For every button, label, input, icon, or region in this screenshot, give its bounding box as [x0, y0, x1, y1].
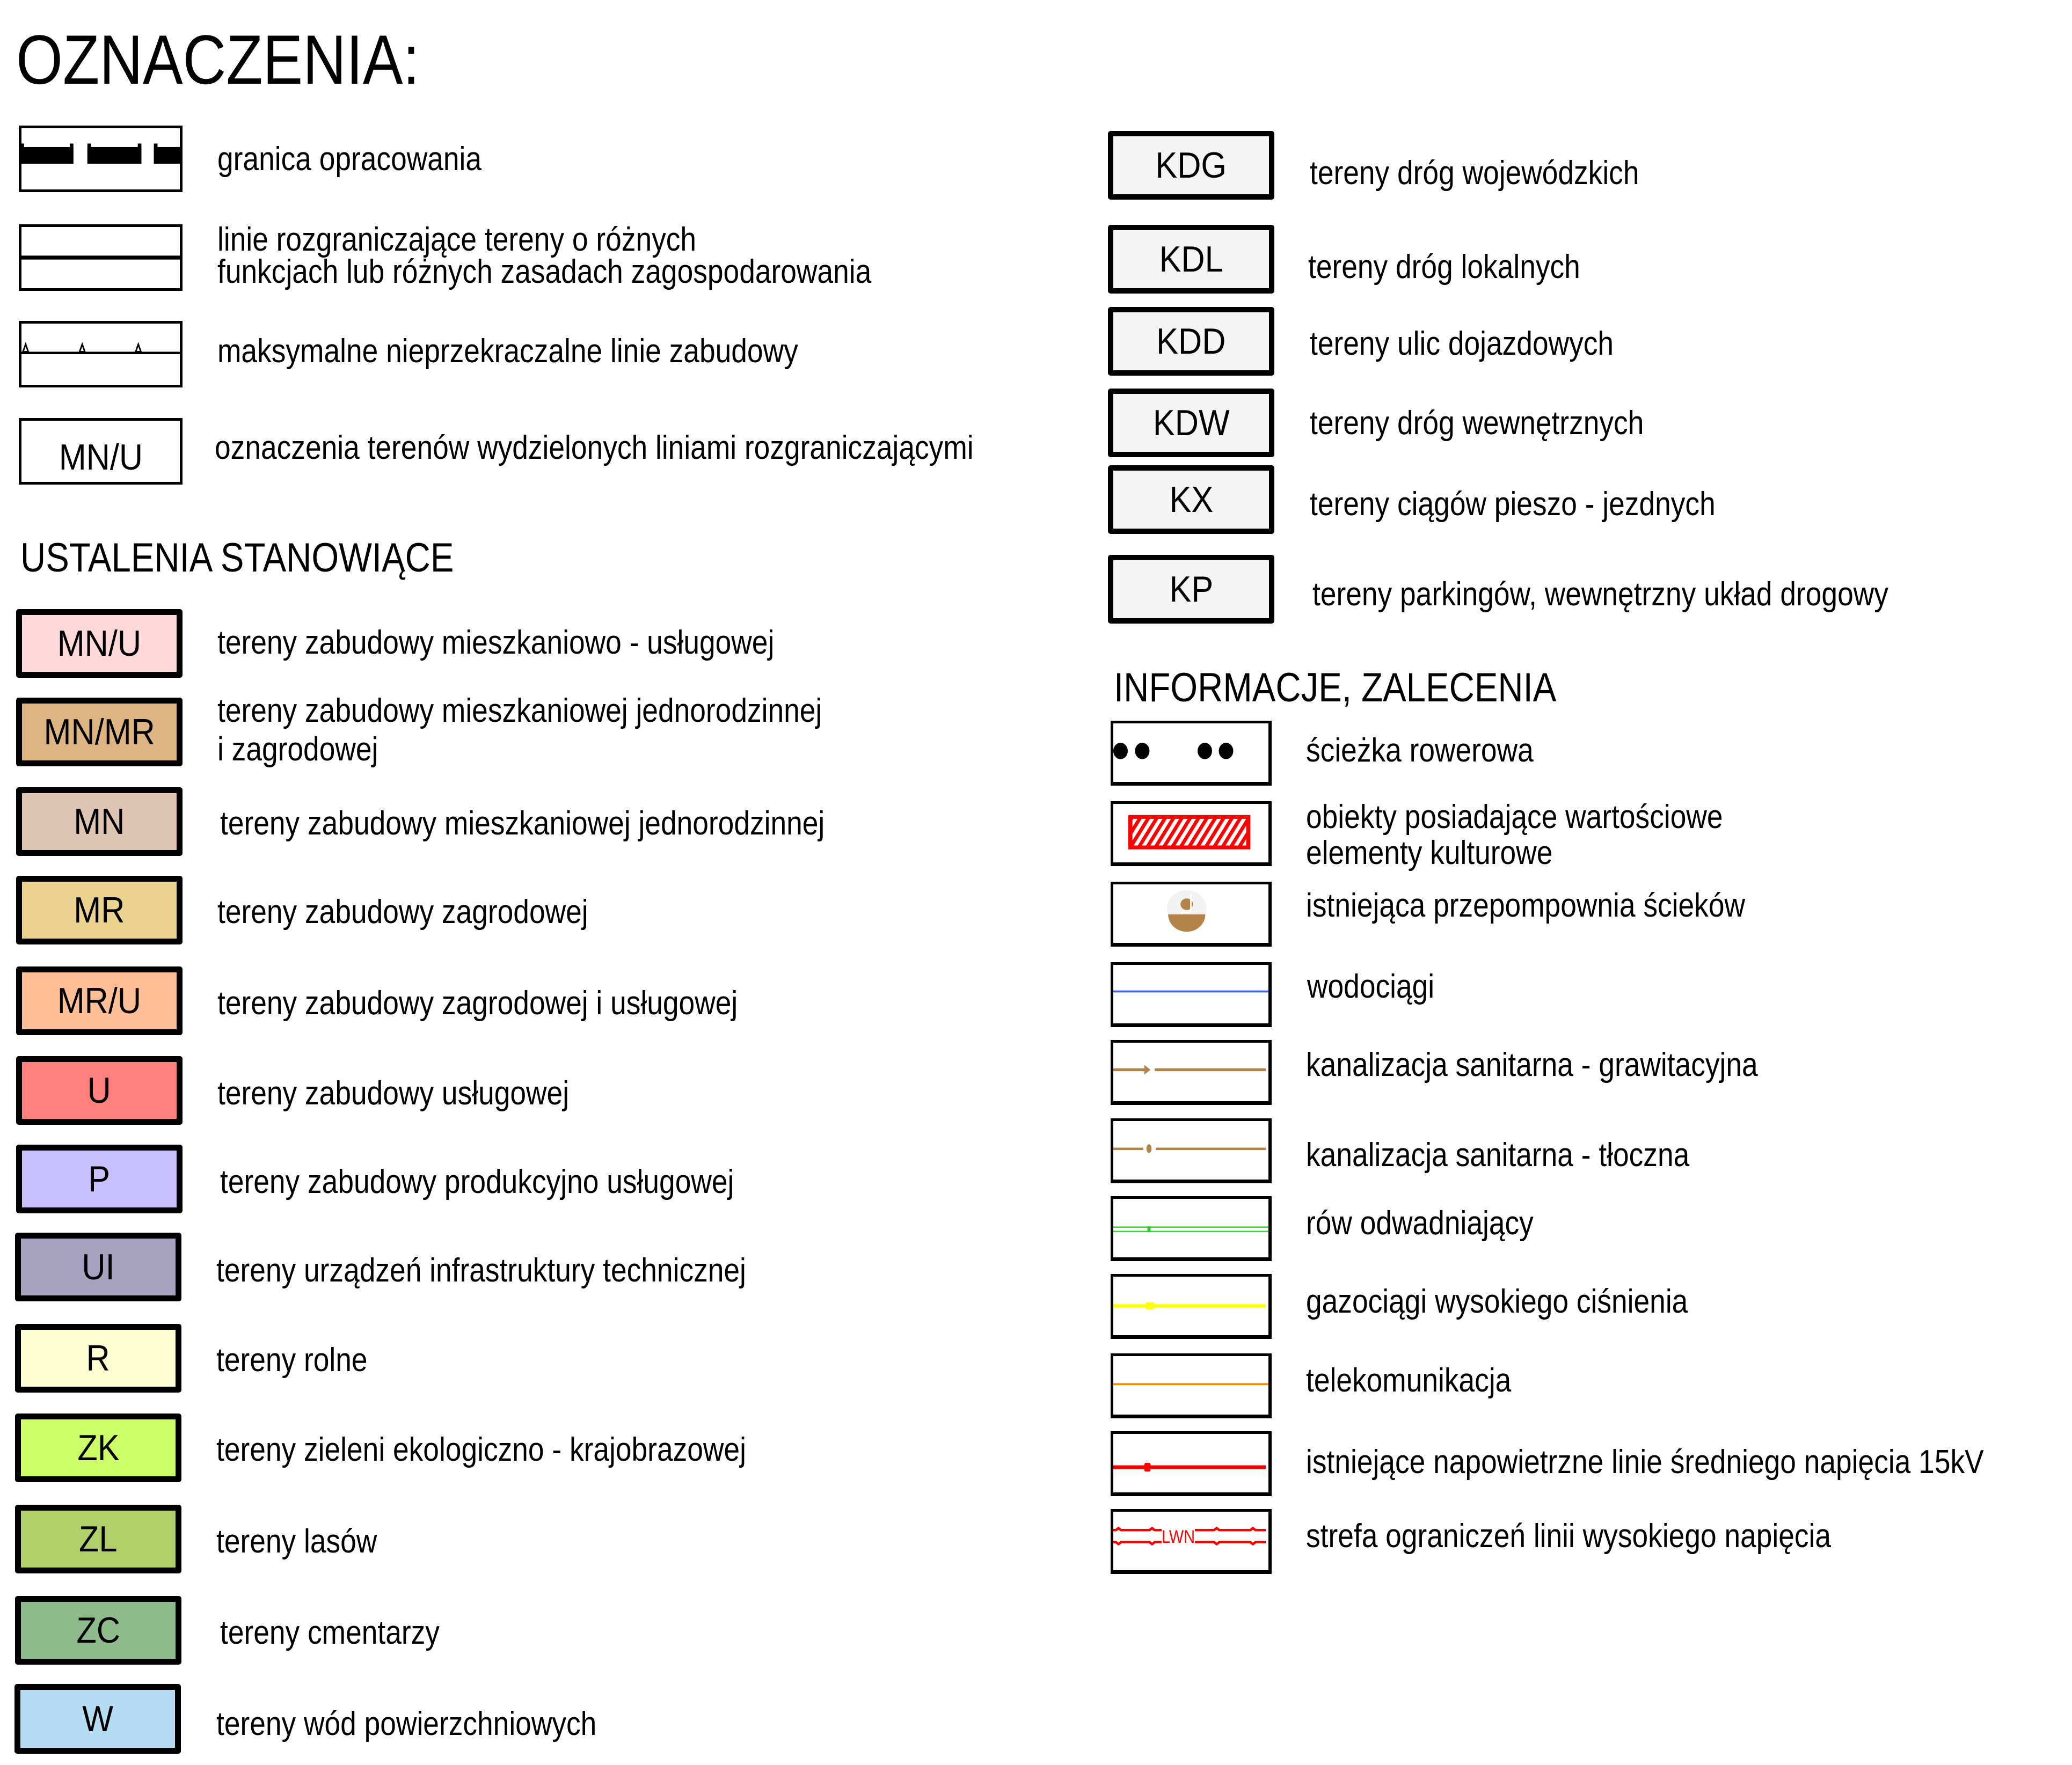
drainage-ditch-line-icon — [1111, 1196, 1272, 1261]
bike-path-dots-icon — [1111, 721, 1272, 786]
road-code-box — [1108, 225, 1274, 294]
road-label: tereny dróg wewnętrznych — [1310, 405, 1644, 442]
legend-title: OZNACZENIA: — [16, 20, 420, 99]
road-label: tereny parkingów, wewnętrzny układ drogowy — [1312, 576, 1888, 613]
road-code-box — [1108, 131, 1274, 200]
info-label: strefa ograniczeń linii wysokiego napięcia — [1306, 1518, 1832, 1555]
basic-symbol-label: maksymalne nieprzekraczalne linie zabudowy — [217, 333, 798, 370]
road-label: tereny dróg wojewódzkich — [1310, 155, 1639, 192]
section-heading-info: INFORMACJE, ZALECENIA — [1114, 665, 1557, 711]
basic-symbol-label: oznaczenia terenów wydzielonych liniami rozgraniczającymi — [215, 429, 974, 466]
road-code: KDL — [1159, 239, 1223, 280]
basic-symbol-label: linie rozgraniczające tereny o różnych — [217, 221, 697, 258]
road-code: KDG — [1155, 145, 1227, 186]
road-code-box — [1108, 465, 1274, 534]
zone-code: W — [82, 1698, 113, 1739]
zone-code-box — [16, 698, 183, 766]
area-code-text: MN/U — [59, 437, 143, 478]
road-label: tereny dróg lokalnych — [1308, 248, 1580, 285]
zone-label: tereny zabudowy mieszkaniowej jednorodzinnej — [220, 805, 825, 842]
building-line-triangles-icon — [19, 321, 183, 387]
pumping-station-icon — [1111, 882, 1272, 947]
pressure-sewer-line-icon — [1111, 1118, 1272, 1183]
basic-symbol-label: granica opracowania — [217, 141, 482, 178]
zone-code-box — [15, 1414, 181, 1482]
info-label: rów odwadniający — [1306, 1205, 1534, 1242]
area-code-box — [19, 418, 183, 485]
zone-label: tereny zabudowy zagrodowej — [217, 894, 588, 931]
zone-code-box — [15, 1233, 181, 1301]
info-label: wodociągi — [1307, 968, 1435, 1005]
zone-label: tereny zabudowy usługowej — [217, 1075, 570, 1112]
zone-code: MN/U — [57, 623, 142, 664]
zone-code: ZL — [79, 1519, 118, 1559]
zone-label: tereny zabudowy produkcyjno usługowej — [220, 1163, 734, 1200]
info-label: istniejące napowietrzne linie średniego napięcia 15kV — [1306, 1444, 1984, 1481]
zone-code-box — [14, 1684, 181, 1754]
zone-code: U — [87, 1070, 112, 1111]
info-label: kanalizacja sanitarna - grawitacyjna — [1306, 1046, 1758, 1083]
dividing-line-icon — [19, 224, 183, 291]
zone-code-box — [15, 1324, 181, 1393]
road-code: KDW — [1152, 402, 1230, 443]
zone-code: ZK — [77, 1427, 120, 1468]
zone-label: tereny zabudowy mieszkaniowej jednorodzinnej — [217, 692, 822, 729]
boundary-dashed-line-icon — [19, 126, 183, 192]
zone-code-box — [15, 1596, 181, 1665]
zone-code: MN — [74, 801, 125, 842]
info-label: elementy kulturowe — [1306, 834, 1553, 871]
cultural-heritage-hatch-icon — [1111, 801, 1272, 866]
zone-label: tereny zabudowy zagrodowej i usługowej — [217, 985, 738, 1022]
telecom-line-icon — [1111, 1353, 1272, 1418]
zone-label: tereny zabudowy mieszkaniowo - usługowej — [217, 624, 775, 661]
basic-symbol-label: funkcjach lub różnych zasadach zagospodarowania — [217, 253, 872, 290]
road-code: KX — [1169, 479, 1213, 520]
zone-code-box — [16, 876, 183, 944]
info-label: obiekty posiadające wartościowe — [1306, 799, 1723, 836]
zone-code: MN/MR — [43, 712, 155, 752]
info-label: telekomunikacja — [1306, 1362, 1512, 1399]
gas-line-icon — [1111, 1274, 1272, 1339]
road-code-box — [1108, 307, 1274, 376]
zone-code-box — [16, 1145, 183, 1213]
zone-code: MR — [74, 890, 125, 931]
zone-code-box — [16, 966, 183, 1035]
gravity-sewer-line-icon — [1111, 1040, 1272, 1105]
zone-code: MR/U — [57, 980, 142, 1021]
high-voltage-zone-code: LWN — [1162, 1527, 1195, 1547]
road-code-box — [1108, 555, 1274, 624]
zone-label: i zagrodowej — [217, 731, 378, 768]
road-code: KP — [1169, 569, 1213, 610]
zone-code: ZC — [76, 1610, 120, 1651]
zone-label: tereny zieleni ekologiczno - krajobrazowej — [216, 1431, 746, 1468]
zone-label: tereny wód powierzchniowych — [216, 1705, 597, 1742]
water-line-icon — [1111, 962, 1272, 1027]
info-label: ścieżka rowerowa — [1306, 732, 1534, 769]
zone-code-box — [16, 1056, 183, 1125]
section-heading-binding: USTALENIA STANOWIĄCE — [20, 535, 454, 581]
road-label: tereny ciągów pieszo - jezdnych — [1310, 486, 1716, 523]
zone-code: P — [88, 1159, 111, 1199]
road-code-box — [1108, 389, 1274, 457]
road-code: KDD — [1156, 321, 1226, 362]
zone-code-box — [15, 1505, 181, 1573]
info-label: kanalizacja sanitarna - tłoczna — [1306, 1137, 1690, 1174]
zone-code-box — [16, 609, 183, 678]
zone-label: tereny rolne — [216, 1342, 368, 1379]
info-label: gazociągi wysokiego ciśnienia — [1306, 1283, 1688, 1320]
zone-label: tereny urządzeń infrastruktury technicznej — [216, 1252, 746, 1289]
zone-code-box — [16, 787, 183, 856]
zone-label: tereny cmentarzy — [220, 1614, 440, 1651]
power-line-15kv-icon — [1111, 1431, 1272, 1496]
zone-code: UI — [82, 1247, 115, 1287]
road-label: tereny ulic dojazdowych — [1310, 325, 1614, 362]
zone-code: R — [86, 1338, 111, 1379]
info-label: istniejąca przepompownia ścieków — [1306, 887, 1745, 924]
high-voltage-zone-icon — [1111, 1509, 1272, 1574]
zone-label: tereny lasów — [216, 1523, 377, 1560]
